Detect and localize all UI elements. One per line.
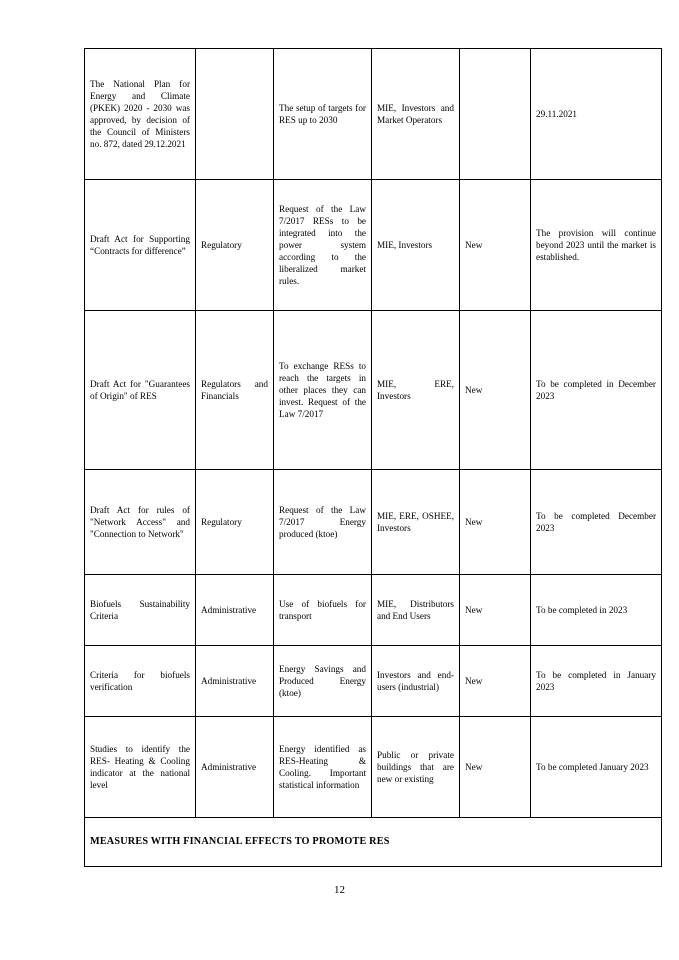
- table-footer-label: MEASURES WITH FINANCIAL EFFECTS TO PROMOTE RES: [85, 818, 662, 867]
- cell-type: [196, 49, 274, 180]
- cell-actors: MIE, Distributors and End Users: [372, 575, 460, 646]
- cell-status: [460, 49, 531, 180]
- cell-type: Administrative: [196, 575, 274, 646]
- cell-status: New: [460, 470, 531, 575]
- cell-actors: Public or private buildings that are new or existing: [372, 717, 460, 818]
- cell-status: New: [460, 717, 531, 818]
- cell-description: Request of the Law 7/2017 RESs to be integrated into the power system according to the liberalized market rules.: [274, 180, 372, 311]
- cell-status: New: [460, 180, 531, 311]
- cell-timeline: To be completed in 2023: [531, 575, 662, 646]
- table-row: [85, 470, 662, 575]
- cell-description: Use of biofuels for transport: [274, 575, 372, 646]
- cell-timeline: To be completed January 2023: [531, 717, 662, 818]
- cell-description: Energy Savings and Produced Energy (ktoe): [274, 646, 372, 717]
- cell-status: New: [460, 646, 531, 717]
- table-body: [85, 49, 662, 867]
- cell-actors: MIE, ERE, Investors: [372, 311, 460, 470]
- cell-actors: Investors and end-users (industrial): [372, 646, 460, 717]
- table-row: [85, 180, 662, 311]
- cell-actors: MIE, Investors: [372, 180, 460, 311]
- cell-type: Regulatory: [196, 180, 274, 311]
- cell-measure: Biofuels Sustainability Criteria: [85, 575, 196, 646]
- cell-description: Request of the Law 7/2017 Energy produced (ktoe): [274, 470, 372, 575]
- cell-type: Administrative: [196, 717, 274, 818]
- cell-type: Regulators and Financials: [196, 311, 274, 470]
- cell-timeline: To be completed in January 2023: [531, 646, 662, 717]
- table-row: [85, 49, 662, 180]
- cell-type: Regulatory: [196, 470, 274, 575]
- cell-actors: MIE, ERE, OSHEE, Investors: [372, 470, 460, 575]
- cell-timeline: 29.11.2021: [531, 49, 662, 180]
- cell-description: To exchange RESs to reach the targets in other places they can invest. Request of the Law 7/2017: [274, 311, 372, 470]
- table-row: [85, 646, 662, 717]
- cell-timeline: To be completed December 2023: [531, 470, 662, 575]
- table-footer-row: [85, 818, 662, 867]
- measures-table: [84, 48, 662, 867]
- cell-timeline: The provision will continue beyond 2023 until the market is established.: [531, 180, 662, 311]
- cell-type: Administrative: [196, 646, 274, 717]
- table-row: [85, 717, 662, 818]
- cell-timeline: To be completed in December 2023: [531, 311, 662, 470]
- cell-measure: Draft Act for rules of "Network Access" and "Connection to Network": [85, 470, 196, 575]
- cell-measure: Studies to identify the RES- Heating & Cooling indicator at the national level: [85, 717, 196, 818]
- table-row: [85, 575, 662, 646]
- cell-description: Energy identified as RES-Heating & Cooling. Important statistical information: [274, 717, 372, 818]
- page-number: 12: [334, 884, 345, 896]
- cell-measure: The National Plan for Energy and Climate (PKEK) 2020 - 2030 was approved, by decision of the Council of Ministers no. 872, dated 29.12.2021: [85, 49, 196, 180]
- cell-actors: MIE, Investors and Market Operators: [372, 49, 460, 180]
- cell-description: The setup of targets for RES up to 2030: [274, 49, 372, 180]
- table-row: [85, 311, 662, 470]
- cell-status: New: [460, 311, 531, 470]
- cell-measure: Draft Act for "Guarantees of Origin" of RES: [85, 311, 196, 470]
- cell-measure: Criteria for biofuels verification: [85, 646, 196, 717]
- cell-status: New: [460, 575, 531, 646]
- cell-measure: Draft Act for Supporting “Contracts for difference”: [85, 180, 196, 311]
